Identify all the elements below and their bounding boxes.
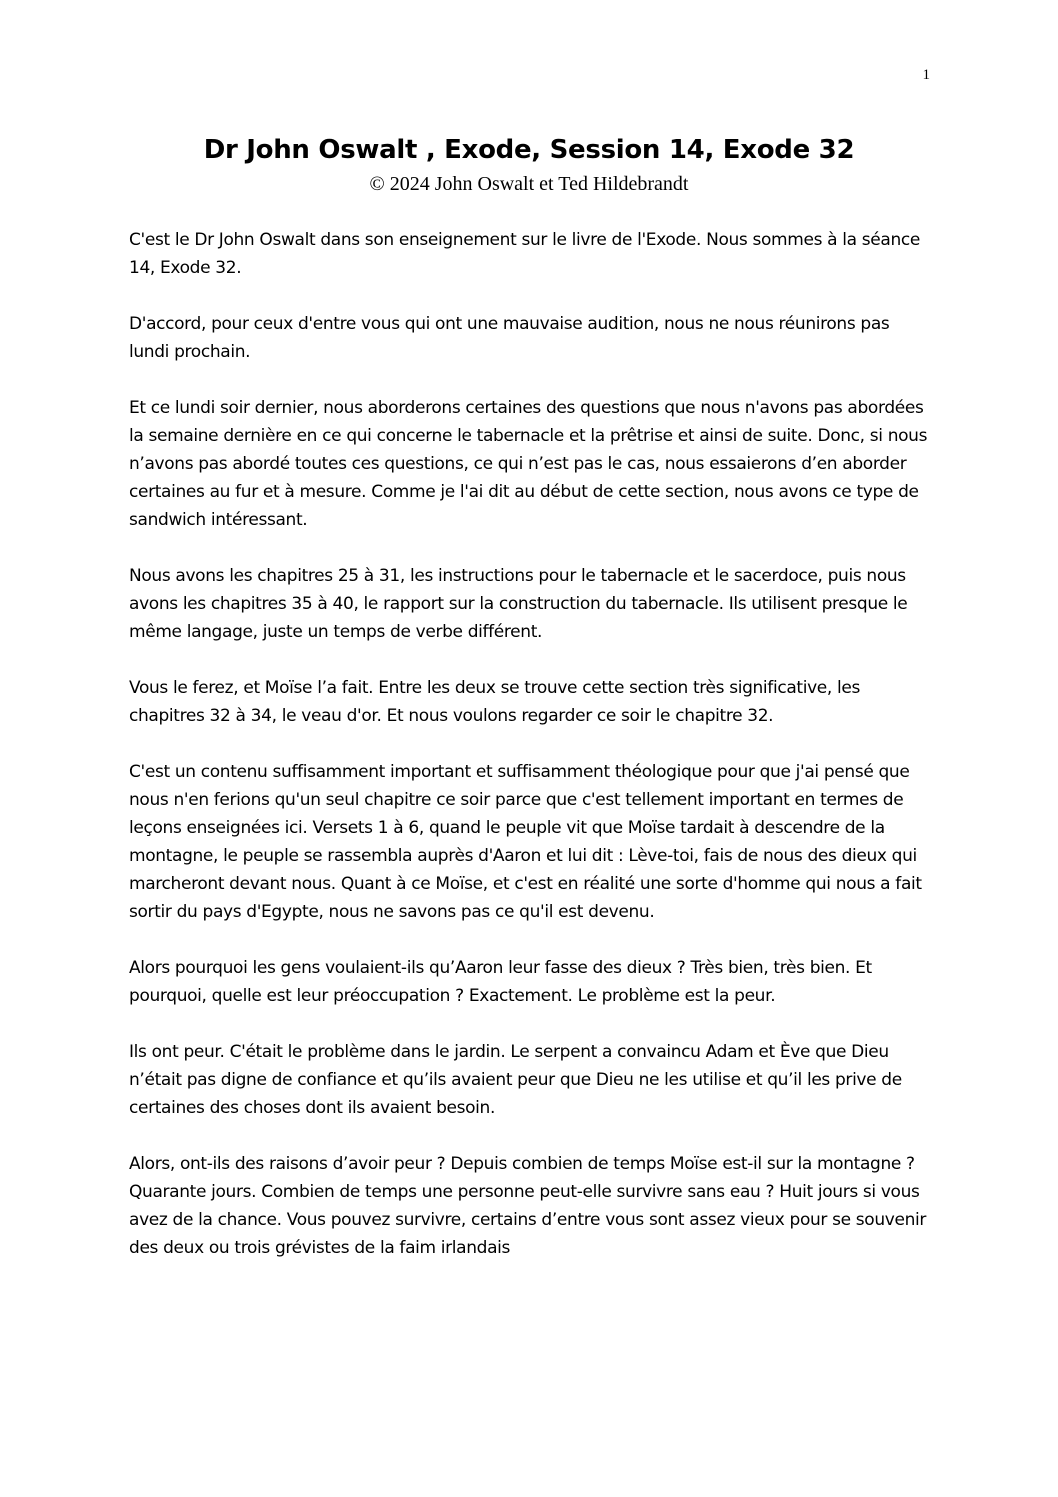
paragraph: Alors pourquoi les gens voulaient-ils qu’Aaron leur fasse des dieux ? Très bien, très bien. Et pourquoi, quelle est leur préoccupation ? Exactement. Le problème est la peur.: [129, 958, 872, 1006]
paragraph: D'accord, pour ceux d'entre vous qui ont une mauvaise audition, nous ne nous réunirons pas lundi prochain.: [129, 314, 890, 362]
paragraph: Vous le ferez, et Moïse l’a fait. Entre les deux se trouve cette section très significative, les chapitres 32 à 34, le veau d'or. Et nous voulons regarder ce soir le chapitre 32.: [129, 678, 860, 726]
paragraph: Nous avons les chapitres 25 à 31, les instructions pour le tabernacle et le sacerdoce, puis nous avons les chapitres 35 à 40, le rapport sur la construction du tabernacle. Ils utilisent presque le même langage, juste un temps de verbe différent.: [129, 566, 908, 642]
document-body: [129, 226, 929, 1290]
paragraph: Alors, ont-ils des raisons d’avoir peur ? Depuis combien de temps Moïse est-il sur la montagne ? Quarante jours. Combien de temps une personne peut-elle survivre sans eau ? Huit jours si vous avez de la chance. Vous pouvez survivre, certains d’entre vous sont assez vieux pour se souvenir des deux ou trois grévistes de la faim irlandais: [129, 1154, 927, 1258]
paragraph: Et ce lundi soir dernier, nous aborderons certaines des questions que nous n'avons pas abordées la semaine dernière en ce qui concerne le tabernacle et la prêtrise et ainsi de suite. Donc, si nous n’avons pas abordé toutes ces questions, ce qui n’est pas le cas, nous essaierons d’en aborder certaines au fur et à mesure. Comme je l'ai dit au début de cette section, nous avons ce type de sandwich intéressant.: [129, 398, 928, 530]
paragraph: Ils ont peur. C'était le problème dans le jardin. Le serpent a convaincu Adam et Ève que Dieu n’était pas digne de confiance et qu’ils avaient peur que Dieu ne les utilise et qu’il les prive de certaines des choses dont ils avaient besoin.: [129, 1042, 902, 1118]
copyright-line: © 2024 John Oswalt et Ted Hildebrandt: [369, 173, 689, 195]
paragraph: C'est le Dr John Oswalt dans son enseignement sur le livre de l'Exode. Nous sommes à la séance 14, Exode 32.: [129, 230, 920, 278]
page-number: 1: [922, 67, 930, 83]
paragraph: C'est un contenu suffisamment important et suffisamment théologique pour que j'ai pensé que nous n'en ferions qu'un seul chapitre ce soir parce que c'est tellement important en termes de leçons enseignées ici. Versets 1 à 6, quand le peuple vit que Moïse tardait à descendre de la montagne, le peuple se rassembla auprès d'Aaron et lui dit : Lève-toi, fais de nous des dieux qui marcheront devant nous. Quant à ce Moïse, et c'est en réalité une sorte d'homme qui nous a fait sortir du pays d'Egypte, nous ne savons pas ce qu'il est devenu.: [129, 762, 922, 922]
document-title: Dr John Oswalt , Exode, Session 14, Exode 32: [203, 135, 855, 165]
